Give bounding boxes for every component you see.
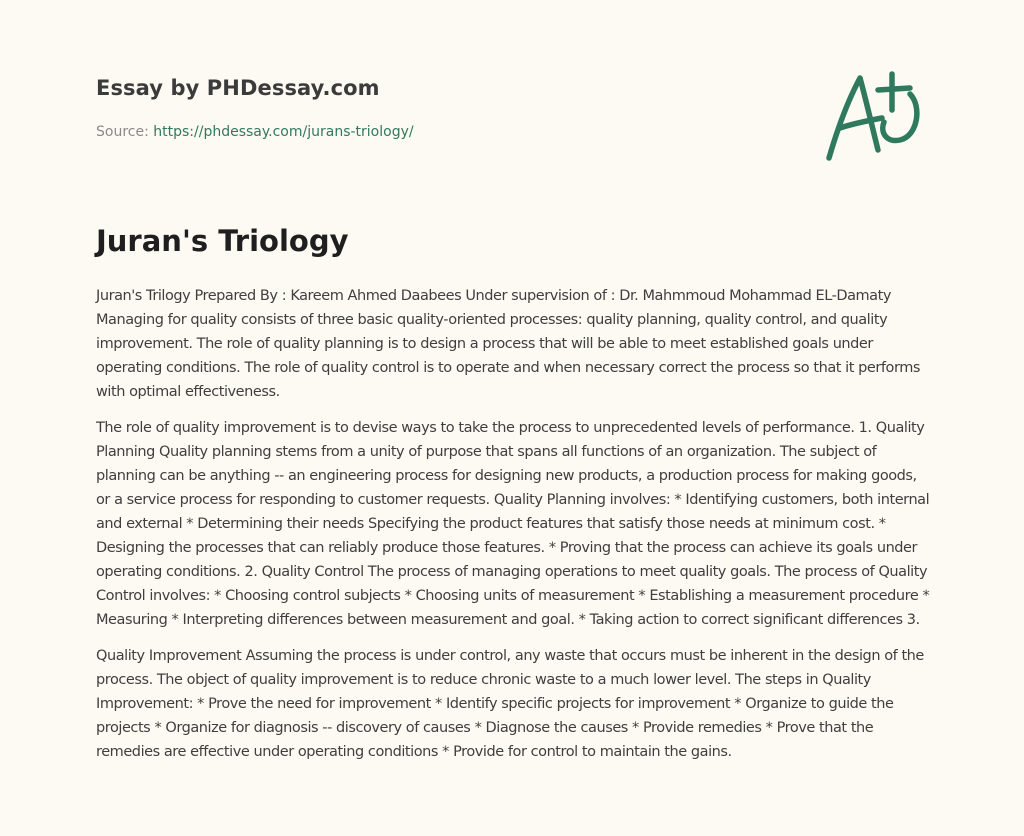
site-title: Essay by PHDessay.com [96,76,380,100]
essay-paragraph: Juran's Trilogy Prepared By : Kareem Ahmed Daabees Under supervision of : Dr. Mahmmoud Mohammad EL-Damaty Managing for quality consists of three basic quality-oriented processes: quality planning, quality control, and quality improvement. The role of quality planning is to design a process that will be able to meet established goals under operating conditions. The role of quality control is to operate and when necessary correct the process so that it performs with optimal effectiveness. [96,288,920,400]
a-plus-grade-icon [822,66,926,164]
essay-paragraph: Quality Improvement Assuming the process is under control, any waste that occurs must be inherent in the design of the process. The object of quality improvement is to reduce chronic waste to a much lower level. The steps in Quality Improvement: * Prove the need for improvement * Identify specific projects for improvement * Organize to guide the projects * Organize for diagnosis -- discovery of causes * Diagnose the causes * Provide remedies * Prove that the remedies are effective under operating conditions * Provide for control to maintain the gains. [96,648,924,760]
essay-paragraph: The role of quality improvement is to devise ways to take the process to unprecedented levels of performance. 1. Quality Planning Quality planning stems from a unity of purpose that spans all functions of an organization. The subject of planning can be anything -- an engineering process for designing new products, a production process for making goods, or a service process for responding to customer requests. Quality Planning involves: * Identifying customers, both internal and external * Determining their needs Specifying the product features that satisfy those needs at minimum cost. * Designing the processes that can reliably produce those features. * Proving that the process can achieve its goals under operating conditions. 2. Quality Control The process of managing operations to meet quality goals. The process of Quality Control involves: * Choosing control subjects * Choosing units of measurement * Establishing a measurement procedure * Measuring * Interpreting differences between measurement and goal. * Taking action to correct significant differences 3. [96,420,930,628]
source-line [96,124,796,140]
source-link[interactable]: https://phdessay.com/jurans-triology/ [153,124,414,140]
page-header [96,76,796,140]
source-label: Source: [96,124,149,140]
essay-title: Juran's Triology [96,224,349,258]
essay-body [96,284,932,776]
